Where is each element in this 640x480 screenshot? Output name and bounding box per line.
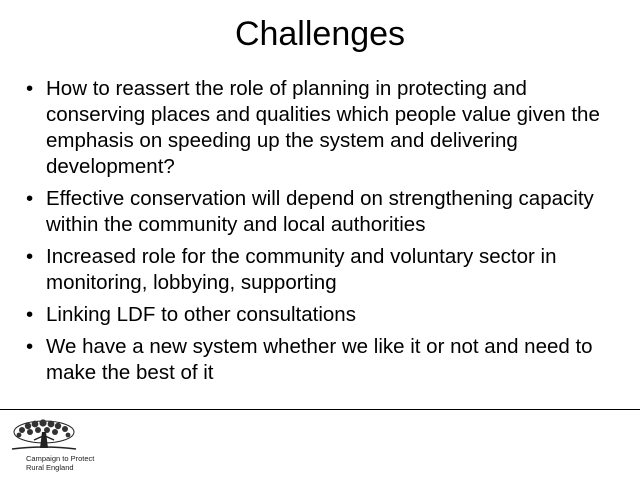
slide-title: Challenges — [234, 15, 406, 53]
cpre-logo — [8, 418, 118, 474]
logo-line-2: Rural England — [26, 463, 74, 472]
bullet-item — [26, 186, 606, 238]
bullet-text: We have a new system whether we like it or not and need to make the best of it — [46, 335, 593, 384]
bullet-item — [26, 244, 606, 296]
bullet-item — [26, 302, 606, 328]
bullet-marker: • — [26, 77, 34, 100]
bullet-text: Effective conservation will depend on strengthening capacity within the community and local authorities — [46, 187, 594, 236]
logo-line-1: Campaign to Protect — [26, 454, 95, 463]
bullet-item — [26, 76, 606, 180]
bullet-text: How to reassert the role of planning in protecting and conserving places and qualities which people value given the emphasis on speeding up the system and delivering development? — [46, 77, 600, 178]
bullet-item — [26, 334, 606, 386]
bullet-marker: • — [26, 335, 34, 358]
bullet-text: Increased role for the community and voluntary sector in monitoring, lobbying, supporting — [46, 245, 557, 294]
logo-text — [26, 454, 94, 472]
bullet-list — [26, 76, 606, 392]
footer-divider — [0, 409, 640, 410]
bullet-marker: • — [26, 245, 34, 268]
bullet-marker: • — [26, 303, 34, 326]
tree-logo-icon — [10, 418, 80, 454]
bullet-text: Linking LDF to other consultations — [46, 303, 356, 326]
bullet-marker: • — [26, 187, 34, 210]
